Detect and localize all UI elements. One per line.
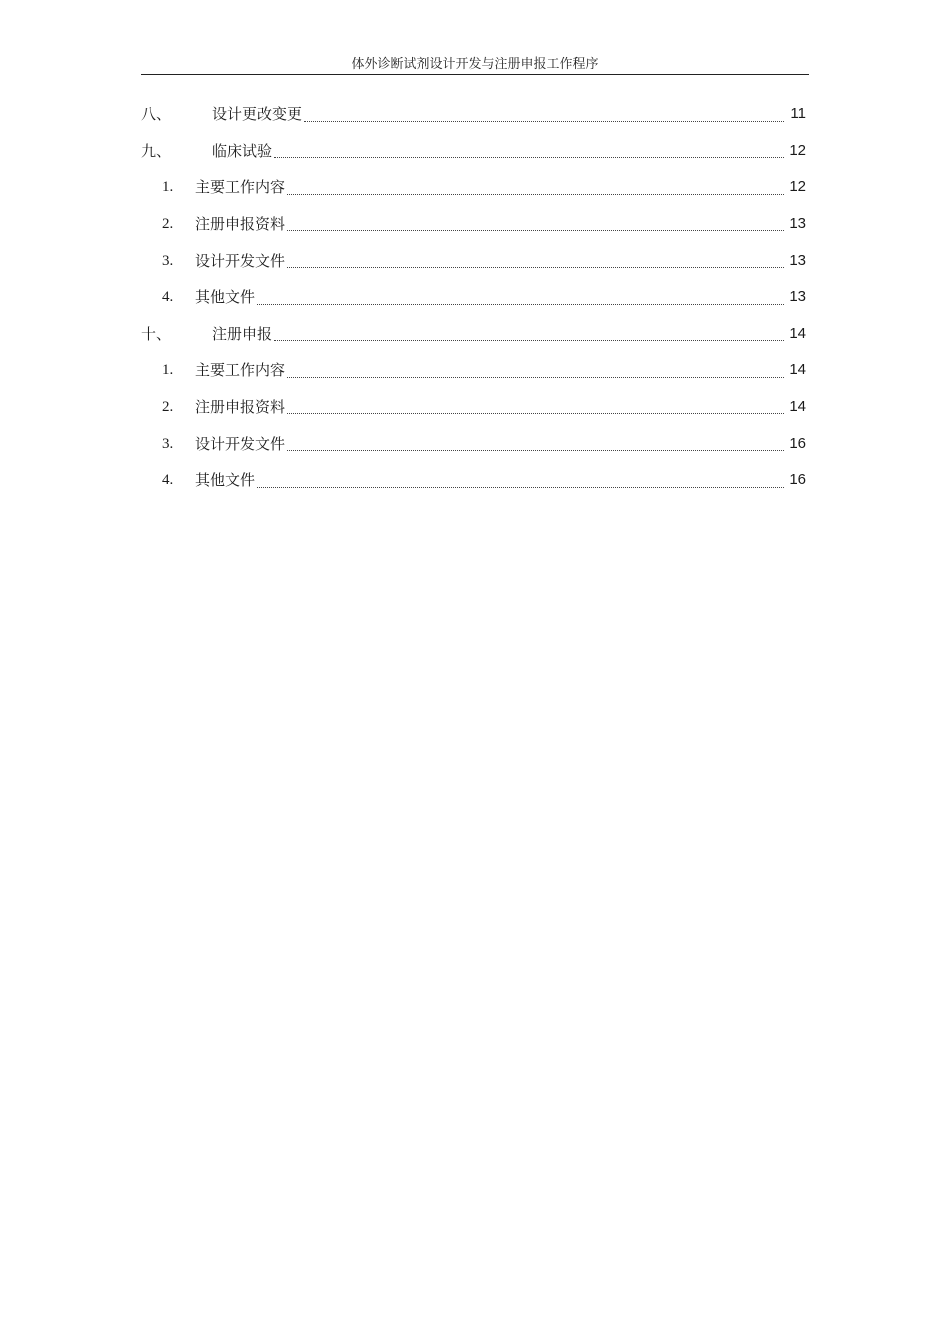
dot-leader (274, 339, 784, 341)
dot-leader (304, 120, 784, 122)
toc-entry[interactable] (141, 462, 809, 499)
toc-entry-page: 14 (789, 361, 806, 379)
toc-entry-title: 其他文件 (195, 471, 256, 490)
toc-entry-page: 14 (789, 324, 806, 342)
toc-entry-page: 16 (789, 471, 806, 489)
toc-entry-number: 十、 (141, 324, 172, 343)
toc-entry[interactable] (141, 133, 809, 170)
toc-entry-title: 设计更改变更 (212, 105, 303, 124)
toc-entry[interactable] (141, 279, 809, 316)
toc-entry-number: 3. (162, 435, 174, 452)
toc-entry-number: 1. (162, 179, 174, 196)
toc-entry-title: 临床试验 (212, 141, 273, 160)
dot-leader (274, 156, 784, 158)
toc-entry-number: 4. (162, 472, 174, 489)
toc-entry-title: 设计开发文件 (195, 251, 286, 270)
toc-entry[interactable] (141, 242, 809, 279)
toc-entry-number: 2. (162, 399, 174, 416)
toc-entry-number: 4. (162, 289, 174, 306)
dot-leader (287, 193, 784, 195)
toc-entry[interactable] (141, 206, 809, 243)
page-header (141, 56, 809, 75)
toc-entry[interactable] (141, 352, 809, 389)
toc-entry-title: 注册申报资料 (195, 398, 286, 417)
toc-entry-number: 3. (162, 252, 174, 269)
toc-entry-page: 16 (789, 434, 806, 452)
toc-entry-page: 12 (789, 178, 806, 196)
toc-entry[interactable] (141, 169, 809, 206)
toc-entry-title: 主要工作内容 (195, 178, 286, 197)
dot-leader (257, 486, 784, 488)
toc-entry[interactable] (141, 96, 809, 133)
toc-entry-number: 1. (162, 362, 174, 379)
toc-entry-page: 13 (789, 288, 806, 306)
toc-entry-title: 设计开发文件 (195, 434, 286, 453)
dot-leader (287, 266, 784, 268)
toc-entry-title: 注册申报 (212, 324, 273, 343)
toc-entry-number: 2. (162, 216, 174, 233)
toc-entry[interactable] (141, 316, 809, 353)
dot-leader (257, 303, 784, 305)
toc-entry-page: 12 (789, 141, 806, 159)
toc-entry-page: 13 (789, 215, 806, 233)
dot-leader (287, 229, 784, 231)
toc-entry-title: 注册申报资料 (195, 215, 286, 234)
toc-entry-page: 13 (789, 251, 806, 269)
toc-entry-number: 八、 (141, 105, 172, 124)
dot-leader (287, 412, 784, 414)
toc-entry-number: 九、 (141, 141, 172, 160)
toc-entry-page: 11 (790, 105, 806, 123)
toc-entry-title: 其他文件 (195, 288, 256, 307)
dot-leader (287, 376, 784, 378)
toc-entry-title: 主要工作内容 (195, 361, 286, 380)
table-of-contents (141, 96, 809, 499)
document-title: 体外诊断试剂设计开发与注册申报工作程序 (351, 57, 599, 72)
toc-entry[interactable] (141, 389, 809, 426)
toc-entry-page: 14 (789, 398, 806, 416)
toc-entry[interactable] (141, 425, 809, 462)
dot-leader (287, 449, 784, 451)
